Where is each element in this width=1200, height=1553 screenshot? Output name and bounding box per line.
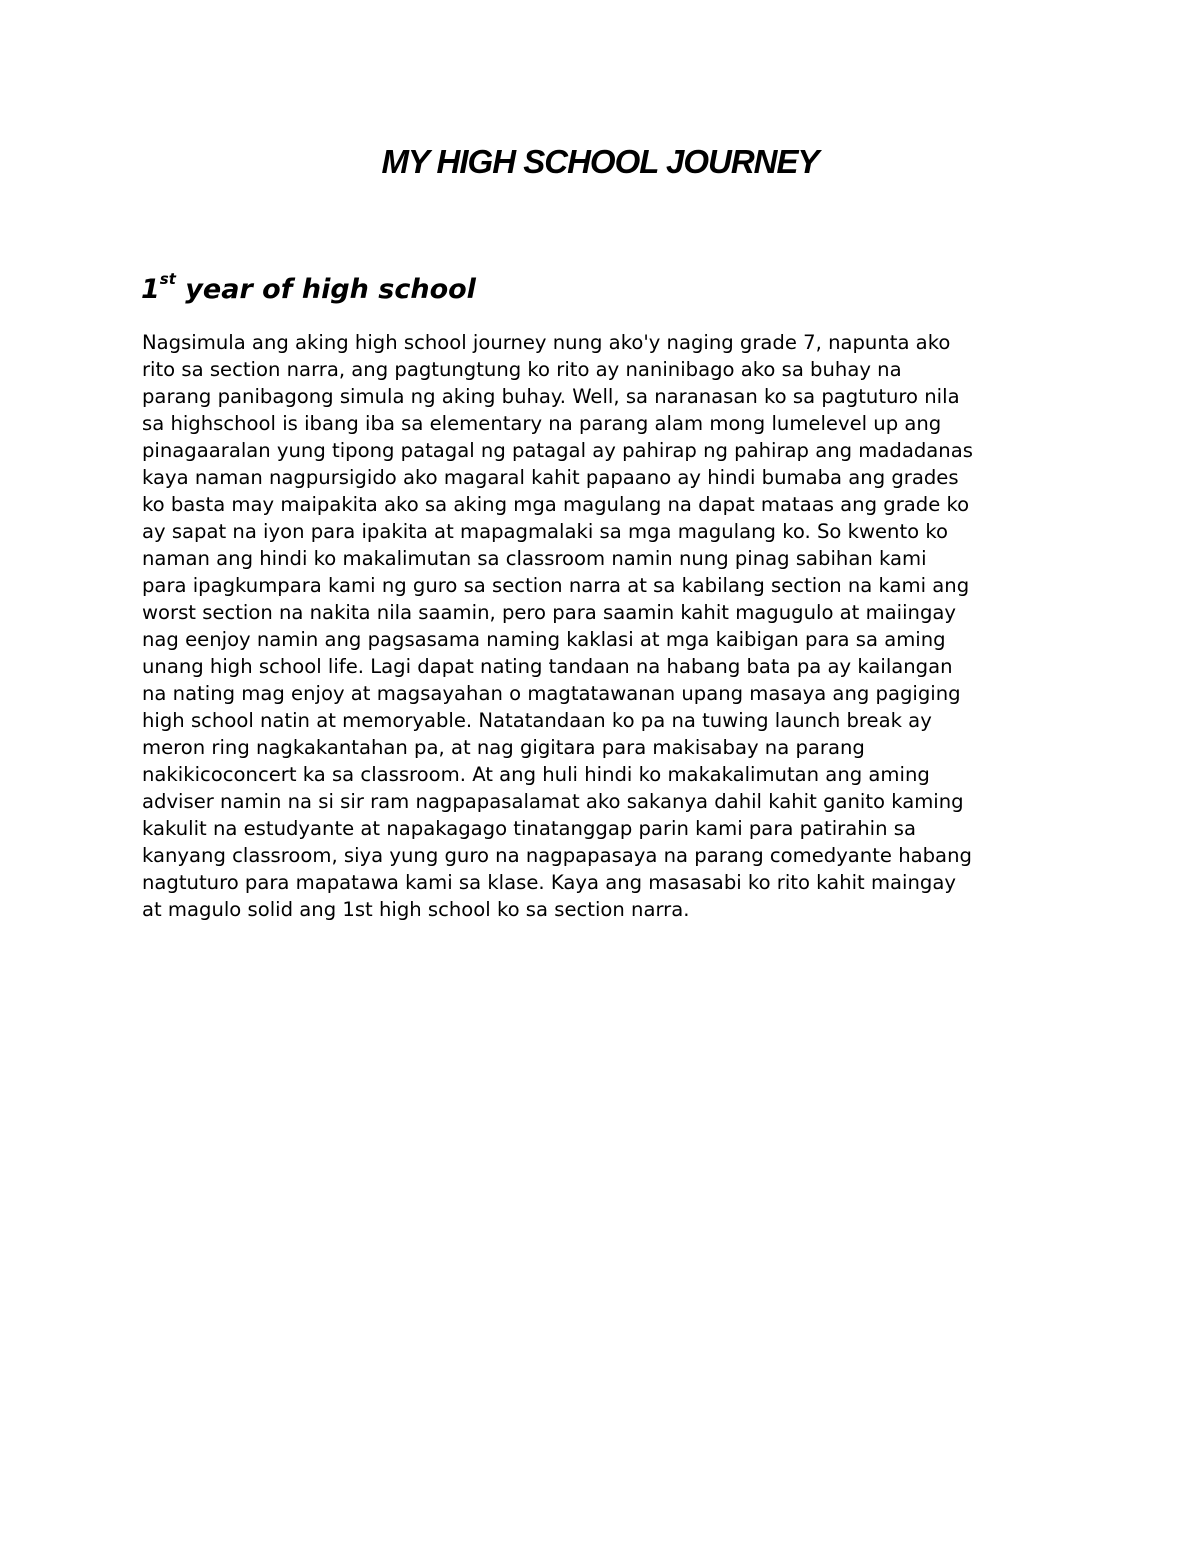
paragraph-line: kaya naman nagpursigido ako magaral kahit papaano ay hindi bumaba ang grades [142, 466, 959, 489]
paragraph-line: high school natin at memoryable. Natatandaan ko pa na tuwing launch break ay [142, 709, 932, 732]
section-heading-text: year of high school [175, 274, 476, 305]
paragraph-line: parang panibagong simula ng aking buhay. Well, sa naranasan ko sa pagtuturo nila [142, 385, 960, 408]
paragraph-line: adviser namin na si sir ram nagpapasalamat ako sakanya dahil kahit ganito kaming [142, 790, 964, 813]
section-heading [141, 270, 476, 305]
paragraph-line: at magulo solid ang 1st high school ko sa section narra. [142, 898, 690, 921]
paragraph-line: para ipagkumpara kami ng guro sa section narra at sa kabilang section na kami ang [142, 574, 970, 597]
paragraph-line: unang high school life. Lagi dapat nating tandaan na habang bata pa ay kailangan [142, 655, 953, 678]
paragraph-line: ko basta may maipakita ako sa aking mga magulang na dapat mataas ang grade ko [142, 493, 970, 516]
paragraph-line: rito sa section narra, ang pagtungtung ko rito ay naninibago ako sa buhay na [142, 358, 902, 381]
page-title: MY HIGH SCHOOL JOURNEY [381, 143, 819, 180]
paragraph-line: meron ring nagkakantahan pa, at nag gigitara para makisabay na parang [142, 736, 865, 759]
section-heading-number: 1 [141, 274, 160, 305]
paragraph-line: sa highschool is ibang iba sa elementary na parang alam mong lumelevel up ang [142, 412, 942, 435]
paragraph-line: ay sapat na iyon para ipakita at mapagmalaki sa mga magulang ko. So kwento ko [142, 520, 948, 543]
paragraph-line: nagtuturo para mapatawa kami sa klase. Kaya ang masasabi ko rito kahit maingay [142, 871, 956, 894]
paragraph-line: naman ang hindi ko makalimutan sa classroom namin nung pinag sabihan kami [142, 547, 927, 570]
paragraph-line: kanyang classroom, siya yung guro na nagpapasaya na parang comedyante habang [142, 844, 972, 867]
paragraph-line: na nating mag enjoy at magsayahan o magtatawanan upang masaya ang pagiging [142, 682, 961, 705]
paragraph-line: Nagsimula ang aking high school journey nung ako'y naging grade 7, napunta ako [142, 331, 951, 354]
body-paragraph [142, 329, 1062, 923]
paragraph-line: worst section na nakita nila saamin, pero para saamin kahit magugulo at maiingay [142, 601, 957, 624]
paragraph-line: nakikicoconcert ka sa classroom. At ang huli hindi ko makakalimutan ang aming [142, 763, 930, 786]
paragraph-line: pinagaaralan yung tipong patagal ng patagal ay pahirap ng pahirap ang madadanas [142, 439, 973, 462]
section-heading-superscript: st [159, 270, 176, 288]
paragraph-line: kakulit na estudyante at napakagago tinatanggap parin kami para patirahin sa [142, 817, 916, 840]
paragraph-line: nag eenjoy namin ang pagsasama naming kaklasi at mga kaibigan para sa aming [142, 628, 946, 651]
